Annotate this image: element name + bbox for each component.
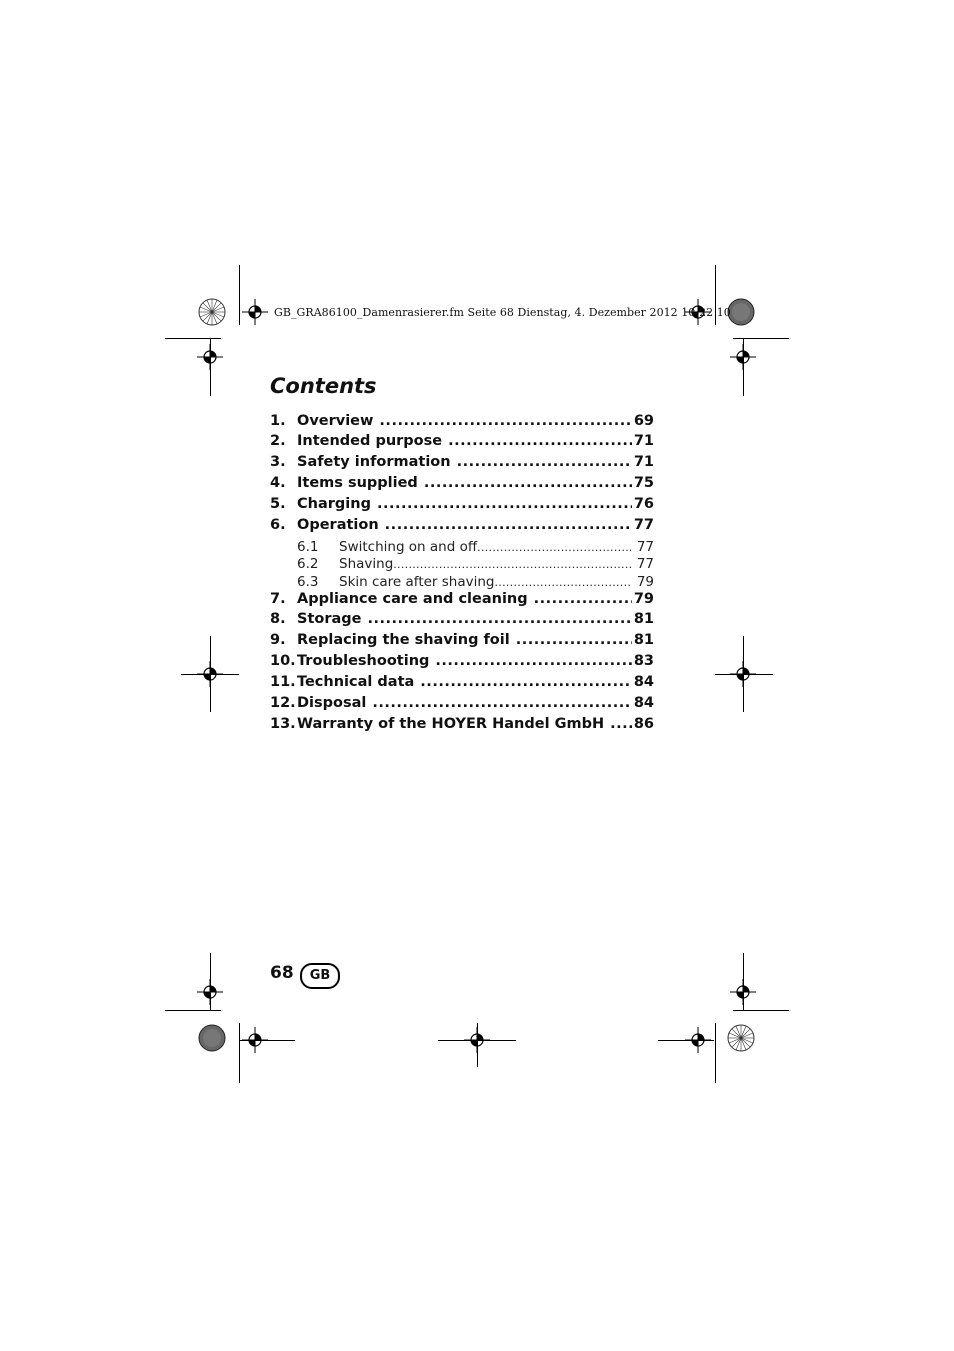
toc-entry-page: 81 [633, 632, 654, 648]
toc-entry-page: 81 [633, 611, 654, 627]
toc-entry-label: Technical data [297, 674, 415, 690]
country-code-badge: GB [300, 963, 340, 989]
page-number: 68 [270, 963, 294, 983]
toc-leader-dots [424, 475, 632, 491]
toc-entry-number: 11. [270, 674, 296, 690]
grey-density-disc-icon [198, 1024, 226, 1052]
toc-entry-label: Operation [297, 517, 379, 533]
crop-line [165, 1010, 221, 1011]
toc-leader-dots [495, 576, 631, 589]
toc-subentry[interactable] [297, 556, 654, 572]
toc-entry-page: 84 [633, 695, 654, 711]
toc-subentry-number: 6.2 [297, 556, 319, 572]
toc-subentry-label: Switching on and off [339, 539, 478, 555]
toc-subentry-label: Shaving [339, 556, 394, 572]
toc-entry[interactable] [270, 591, 654, 607]
toc-entry-page: 76 [633, 496, 654, 512]
registration-mark-icon [196, 978, 224, 1006]
toc-leader-dots [610, 716, 632, 732]
file-info-header: GB_GRA86100_Damenrasierer.fm Seite 68 Dienstag, 4. Dezember 2012 10:22 10 [274, 306, 731, 319]
page-title: Contents [270, 374, 377, 398]
crop-line [733, 338, 789, 339]
toc-entry-number: 8. [270, 611, 286, 627]
registration-mark-icon [196, 660, 224, 688]
toc-entry-number: 13. [270, 716, 296, 732]
toc-subentry-number: 6.3 [297, 574, 319, 590]
toc-entry-label: Charging [297, 496, 371, 512]
toc-entry-label: Disposal [297, 695, 367, 711]
registration-mark-icon [241, 1026, 269, 1054]
toc-entry[interactable] [270, 653, 654, 669]
toc-leader-dots [477, 541, 631, 554]
toc-entry-number: 6. [270, 517, 286, 533]
toc-entry-label: Troubleshooting [297, 653, 430, 669]
crop-line [239, 1023, 240, 1083]
toc-subentry-page: 77 [636, 556, 654, 572]
toc-leader-dots [368, 611, 632, 627]
toc-entry-page: 69 [633, 413, 654, 429]
toc-entry[interactable] [270, 454, 654, 470]
toc-leader-dots [420, 674, 632, 690]
registration-mark-icon [729, 978, 757, 1006]
starburst-disc-icon [727, 1024, 755, 1052]
toc-entry-label: Overview [297, 413, 374, 429]
toc-entry-page: 79 [633, 591, 654, 607]
toc-subentry-label: Skin care after shaving [339, 574, 495, 590]
toc-entry-page: 86 [633, 716, 654, 732]
toc-entry[interactable] [270, 716, 654, 732]
registration-mark-icon [241, 298, 269, 326]
crop-line [239, 265, 240, 325]
toc-entry-number: 12. [270, 695, 296, 711]
toc-entry-label: Warranty of the HOYER Handel GmbH [297, 716, 605, 732]
toc-leader-dots [448, 433, 632, 449]
toc-subentry-page: 79 [636, 574, 654, 590]
toc-subentry[interactable] [297, 539, 654, 555]
toc-entry-number: 3. [270, 454, 286, 470]
toc-entry-page: 71 [633, 454, 654, 470]
toc-subentry[interactable] [297, 574, 654, 590]
toc-entry-label: Storage [297, 611, 362, 627]
toc-entry[interactable] [270, 413, 654, 429]
toc-entry[interactable] [270, 632, 654, 648]
toc-entry-page: 71 [633, 433, 654, 449]
toc-entry-label: Intended purpose [297, 433, 443, 449]
toc-subentry-number: 6.1 [297, 539, 319, 555]
registration-mark-icon [196, 343, 224, 371]
toc-entry-page: 84 [633, 674, 654, 690]
registration-mark-icon [463, 1026, 491, 1054]
toc-entry-page: 83 [633, 653, 654, 669]
toc-entry[interactable] [270, 695, 654, 711]
toc-entry-label: Safety information [297, 454, 451, 470]
toc-leader-dots [534, 591, 632, 607]
toc-entry-page: 75 [633, 475, 654, 491]
starburst-disc-icon [198, 298, 226, 326]
toc-leader-dots [457, 454, 632, 470]
toc-entry[interactable] [270, 496, 654, 512]
toc-leader-dots [379, 413, 631, 429]
toc-leader-dots [435, 653, 631, 669]
registration-mark-icon [684, 1026, 712, 1054]
registration-mark-icon [729, 343, 757, 371]
toc-subentry-page: 77 [636, 539, 654, 555]
toc-entry[interactable] [270, 475, 654, 491]
grey-density-disc-icon [727, 298, 755, 326]
toc-leader-dots [385, 517, 632, 533]
toc-entry-number: 9. [270, 632, 286, 648]
toc-entry-label: Replacing the shaving foil [297, 632, 510, 648]
toc-entry-page: 77 [633, 517, 654, 533]
toc-entry-number: 2. [270, 433, 286, 449]
toc-leader-dots [516, 632, 632, 648]
toc-entry-number: 10. [270, 653, 296, 669]
crop-line [733, 1010, 789, 1011]
toc-entry-label: Items supplied [297, 475, 418, 491]
toc-leader-dots [377, 496, 632, 512]
toc-entry[interactable] [270, 674, 654, 690]
toc-entry[interactable] [270, 611, 654, 627]
toc-entry-label: Appliance care and cleaning [297, 591, 528, 607]
toc-leader-dots [393, 558, 631, 571]
toc-leader-dots [372, 695, 631, 711]
toc-entry-number: 1. [270, 413, 286, 429]
crop-line [165, 338, 221, 339]
toc-entry[interactable] [270, 433, 654, 449]
toc-entry[interactable] [270, 517, 654, 533]
crop-line [715, 1023, 716, 1083]
registration-mark-icon [729, 660, 757, 688]
toc-entry-number: 5. [270, 496, 286, 512]
toc-entry-number: 7. [270, 591, 286, 607]
toc-entry-number: 4. [270, 475, 286, 491]
